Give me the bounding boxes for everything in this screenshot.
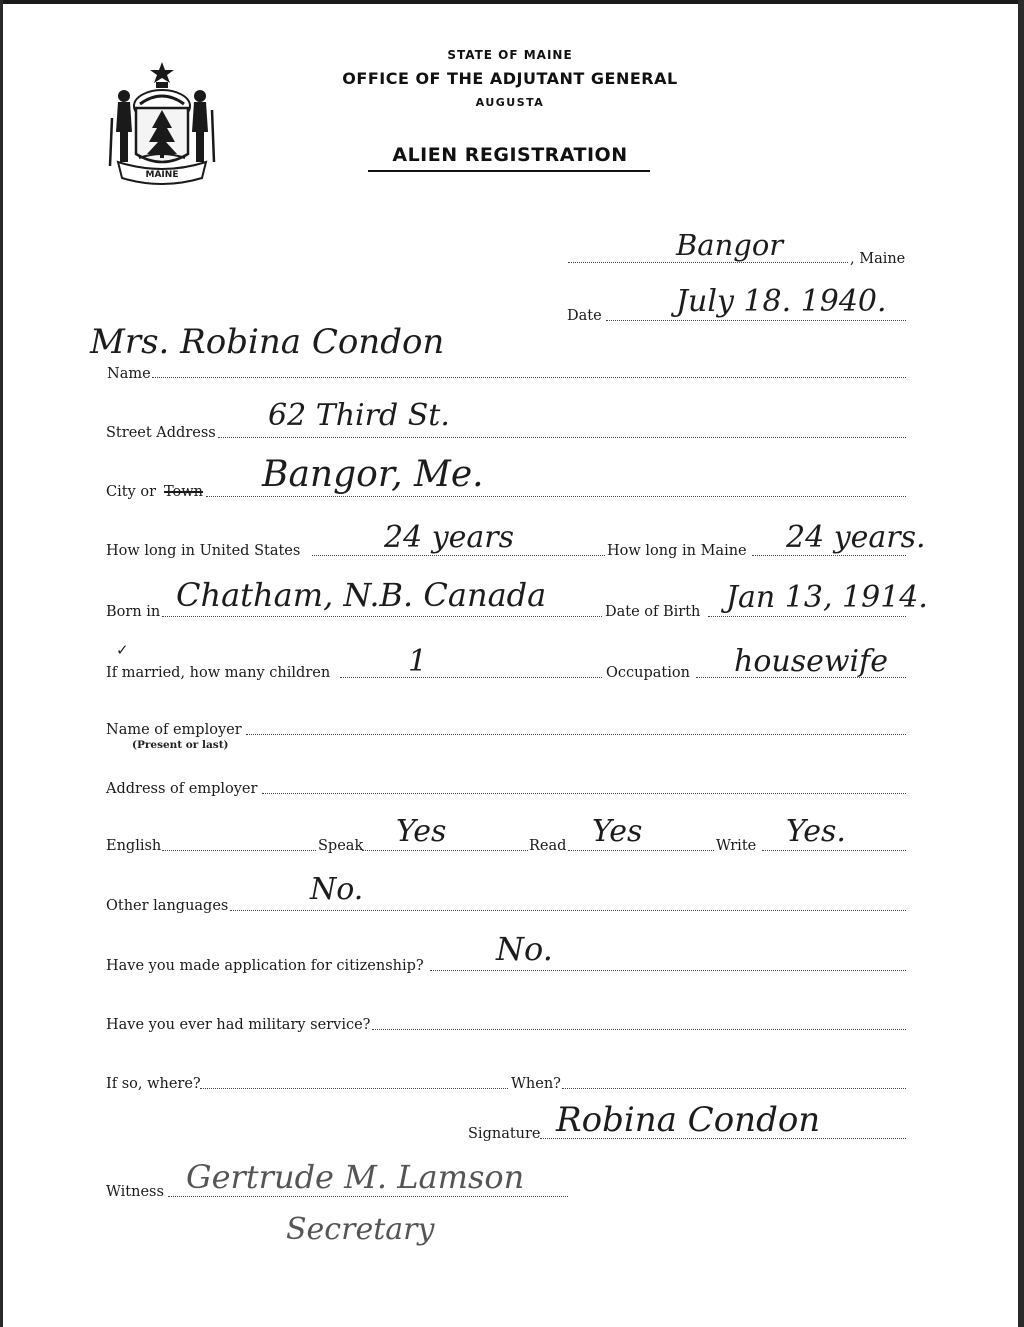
form-title: ALIEN REGISTRATION <box>392 144 628 166</box>
employer-name-label: Name of employer <box>106 722 242 738</box>
name-label: Name <box>107 366 151 382</box>
military-line <box>372 1029 906 1030</box>
how-long-maine-label: How long in Maine <box>607 543 747 559</box>
date-of-birth-label: Date of Birth <box>605 604 701 620</box>
employer-address-label: Address of employer <box>106 781 258 797</box>
signature-label: Signature <box>468 1126 541 1142</box>
other-languages-value: No. <box>310 872 364 907</box>
speak-label: Speak <box>318 838 364 854</box>
maine-label: , Maine <box>850 251 906 267</box>
street-address-value: 62 Third St. <box>268 398 450 433</box>
svg-text:MAINE: MAINE <box>145 170 179 180</box>
city-label-struck: Town <box>164 484 204 500</box>
if-so-where-label: If so, where? <box>106 1076 201 1092</box>
employer-name-note: (Present or last) <box>132 739 229 751</box>
city-label-prefix: City or <box>106 484 157 500</box>
date-line <box>606 320 906 321</box>
name-value: Mrs. Robina Condon <box>90 322 445 362</box>
witness-title: Secretary <box>286 1212 435 1247</box>
write-line <box>762 850 906 851</box>
witness-value: Gertrude M. Lamson <box>186 1158 525 1196</box>
when-label: When? <box>511 1076 561 1092</box>
check-mark: ✓ <box>116 641 129 659</box>
write-value: Yes. <box>786 814 846 849</box>
citizenship-line <box>430 970 906 971</box>
speak-line <box>362 850 528 851</box>
how-long-us-label: How long in United States <box>106 543 301 559</box>
date-value: July 18. 1940. <box>676 284 887 319</box>
name-line <box>152 377 906 378</box>
when-line <box>562 1088 906 1089</box>
military-label: Have you ever had military service? <box>106 1017 371 1033</box>
page-border-right <box>1018 0 1024 1327</box>
how-long-us-line <box>312 555 605 556</box>
date-label: Date <box>567 308 602 324</box>
place-line <box>568 262 848 263</box>
title-underline <box>368 170 650 172</box>
page-border-left <box>0 0 3 1327</box>
occupation-label: Occupation <box>606 665 690 681</box>
write-label: Write <box>716 838 757 854</box>
street-address-label: Street Address <box>106 425 216 441</box>
read-line <box>568 850 714 851</box>
date-of-birth-value: Jan 13, 1914. <box>726 580 928 615</box>
children-line <box>340 677 602 678</box>
city-line <box>206 496 906 497</box>
signature-value: Robina Condon <box>556 1100 821 1140</box>
other-languages-label: Other languages <box>106 898 229 914</box>
header-city: AUGUSTA <box>475 96 545 109</box>
occupation-value: housewife <box>734 644 888 679</box>
place-value: Bangor <box>676 228 784 262</box>
other-languages-line <box>230 910 906 911</box>
citizenship-label: Have you made application for citizenship? <box>106 958 424 974</box>
state-seal-icon <box>106 58 218 186</box>
how-long-maine-value: 24 years. <box>786 520 926 555</box>
street-address-line <box>218 437 906 438</box>
employer-address-line <box>262 793 906 794</box>
born-in-line <box>162 616 602 617</box>
children-value: 1 <box>408 644 428 679</box>
witness-label: Witness <box>106 1184 164 1200</box>
read-value: Yes <box>592 814 643 849</box>
if-so-where-line <box>200 1088 508 1089</box>
page-border-top <box>0 0 1024 4</box>
citizenship-value: No. <box>496 930 553 968</box>
date-of-birth-line <box>708 616 906 617</box>
children-label: If married, how many children <box>106 665 331 681</box>
header-office: OFFICE OF THE ADJUTANT GENERAL <box>342 69 678 88</box>
city-value: Bangor, Me. <box>262 454 484 495</box>
born-in-value: Chatham, N.B. Canada <box>176 576 547 614</box>
speak-value: Yes <box>396 814 447 849</box>
read-label: Read <box>529 838 567 854</box>
born-in-label: Born in <box>106 604 161 620</box>
how-long-maine-line <box>752 555 906 556</box>
header-state: STATE OF MAINE <box>447 48 573 62</box>
how-long-us-value: 24 years <box>384 520 515 555</box>
english-line <box>162 850 316 851</box>
witness-line <box>168 1196 568 1197</box>
employer-name-line <box>246 734 906 735</box>
english-label: English <box>106 838 162 854</box>
